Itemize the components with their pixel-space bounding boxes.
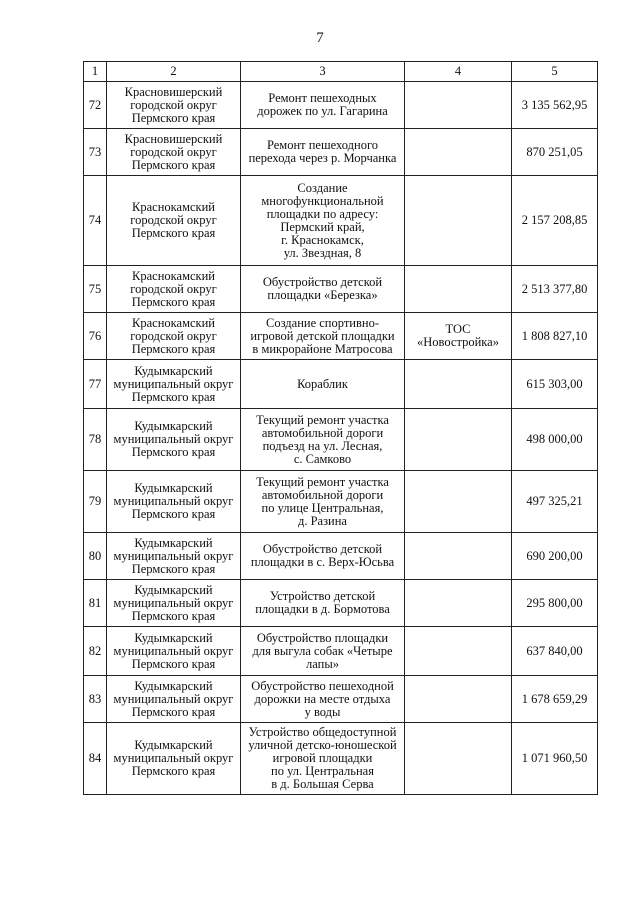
table-row: [84, 176, 598, 266]
municipality-line: Кудымкарский: [134, 678, 213, 693]
municipality-cell: [107, 266, 241, 313]
initiator-cell: [405, 82, 512, 129]
table-body: [84, 82, 598, 795]
project-line: д. Разина: [298, 513, 347, 528]
project-line: с. Самково: [293, 451, 352, 466]
table-row: [84, 266, 598, 313]
project-line: Создание спортивно-: [266, 315, 379, 330]
municipality-line: Красновишерский: [124, 131, 223, 146]
municipality-cell: [107, 580, 241, 627]
initiator-cell: [405, 723, 512, 795]
row-number: 80: [84, 533, 107, 580]
municipality-line: городской округ: [130, 328, 217, 343]
project-line: площадки в с. Верх-Юсьва: [250, 555, 395, 569]
table-row: [84, 129, 598, 176]
municipality-line: Краснокамский: [132, 315, 215, 330]
municipality-line: Пермского края: [131, 226, 216, 240]
project-line: площадки в д. Бормотова: [255, 602, 390, 616]
table-row: [84, 313, 598, 360]
amount-cell: 637 840,00: [512, 627, 598, 676]
row-number: 78: [84, 409, 107, 471]
project-line: дорожки на месте отдыха: [254, 691, 391, 706]
municipality-line: Красновишерский: [124, 84, 223, 99]
municipality-cell: [107, 176, 241, 266]
initiator-cell: [405, 360, 512, 409]
project-line: ул. Звездная, 8: [283, 245, 362, 260]
initiator-cell: [405, 676, 512, 723]
amount-cell: 1 071 960,50: [512, 723, 598, 795]
municipality-cell: [107, 627, 241, 676]
initiator-cell: [405, 580, 512, 627]
project-cell: [241, 409, 405, 471]
table-header-row: [84, 62, 598, 82]
column-header-4: 4: [405, 62, 512, 82]
amount-cell: 2 157 208,85: [512, 176, 598, 266]
project-cell: [241, 471, 405, 533]
project-line: Обустройство площадки: [256, 630, 389, 645]
project-line: площадки по адресу:: [266, 206, 379, 221]
project-line: игровой детской площадки: [250, 328, 395, 343]
municipality-line: муниципальный округ: [113, 751, 234, 765]
municipality-line: Пермского края: [131, 157, 216, 172]
municipality-cell: [107, 82, 241, 129]
project-line: для выгула собак «Четыре: [252, 643, 393, 658]
amount-cell: 615 303,00: [512, 360, 598, 409]
table-row: [84, 82, 598, 129]
project-cell: [241, 533, 405, 580]
municipality-line: муниципальный округ: [113, 432, 234, 446]
project-line: перехода через р. Морчанка: [248, 151, 397, 165]
row-number: 82: [84, 627, 107, 676]
municipality-cell: [107, 723, 241, 795]
municipality-cell: [107, 129, 241, 176]
column-header-2: 2: [107, 62, 241, 82]
municipality-line: Пермского края: [131, 110, 216, 125]
project-line: Устройство детской: [269, 589, 376, 603]
project-line: дорожек по ул. Гагарина: [257, 104, 388, 118]
column-header-3: 3: [241, 62, 405, 82]
municipality-cell: [107, 533, 241, 580]
municipality-line: Кудымкарский: [134, 419, 213, 433]
project-line: у воды: [304, 704, 341, 719]
row-number: 81: [84, 580, 107, 627]
table-row: [84, 723, 598, 795]
municipality-line: городской округ: [130, 213, 217, 227]
municipality-line: Кудымкарский: [134, 363, 213, 378]
municipality-cell: [107, 313, 241, 360]
project-line: площадки «Березка»: [267, 288, 378, 302]
project-line: г. Краснокамск,: [281, 232, 364, 247]
amount-cell: 497 325,21: [512, 471, 598, 533]
initiator-cell: [405, 129, 512, 176]
project-cell: [241, 82, 405, 129]
municipality-line: Пермского края: [131, 294, 216, 309]
municipality-line: городской округ: [130, 144, 217, 159]
municipality-line: муниципальный округ: [113, 595, 234, 610]
projects-table: [83, 61, 598, 795]
table-row: [84, 409, 598, 471]
initiator-cell: [405, 627, 512, 676]
project-cell: [241, 266, 405, 313]
municipality-line: Кудымкарский: [134, 630, 213, 645]
amount-cell: 1 678 659,29: [512, 676, 598, 723]
project-line: Пермский край,: [280, 219, 365, 234]
initiator-cell: [405, 313, 512, 360]
municipality-line: Пермского края: [131, 561, 216, 576]
amount-cell: 1 808 827,10: [512, 313, 598, 360]
table-row: [84, 580, 598, 627]
project-line: Обустройство детской: [262, 275, 383, 289]
municipality-line: муниципальный округ: [113, 494, 234, 508]
amount-cell: 295 800,00: [512, 580, 598, 627]
initiator-line: «Новостройка»: [417, 335, 499, 349]
table-row: [84, 676, 598, 723]
initiator-cell: [405, 176, 512, 266]
municipality-line: Пермского края: [131, 341, 216, 356]
table-row: [84, 627, 598, 676]
project-line: Обустройство детской: [262, 542, 383, 556]
row-number: 83: [84, 676, 107, 723]
row-number: 74: [84, 176, 107, 266]
municipality-line: Кудымкарский: [134, 535, 213, 550]
project-cell: [241, 627, 405, 676]
initiator-cell: [405, 409, 512, 471]
municipality-cell: [107, 676, 241, 723]
column-header-5: 5: [512, 62, 598, 82]
project-line: по улице Центральная,: [261, 500, 384, 515]
project-line: в д. Большая Серва: [271, 777, 374, 791]
project-cell: [241, 313, 405, 360]
municipality-cell: [107, 409, 241, 471]
municipality-line: городской округ: [130, 97, 217, 112]
amount-cell: 690 200,00: [512, 533, 598, 580]
project-line: подъезд на ул. Лесная,: [262, 438, 383, 453]
page-number: 7: [316, 30, 324, 46]
project-line: Создание: [297, 180, 348, 195]
municipality-line: Краснокамский: [132, 200, 215, 214]
municipality-line: муниципальный округ: [113, 376, 234, 391]
project-cell: [241, 676, 405, 723]
municipality-line: Кудымкарский: [134, 481, 213, 495]
project-line: лапы»: [306, 656, 339, 671]
municipality-line: муниципальный округ: [113, 643, 234, 658]
row-number: 73: [84, 129, 107, 176]
municipality-cell: [107, 360, 241, 409]
project-cell: [241, 176, 405, 266]
project-line: игровой площадки: [272, 751, 373, 765]
municipality-cell: [107, 471, 241, 533]
municipality-line: Кудымкарский: [134, 582, 213, 597]
amount-cell: 3 135 562,95: [512, 82, 598, 129]
project-line: Ремонт пешеходного: [266, 138, 379, 152]
municipality-line: Пермского края: [131, 389, 216, 404]
row-number: 76: [84, 313, 107, 360]
column-header-1: 1: [84, 62, 107, 82]
amount-cell: 870 251,05: [512, 129, 598, 176]
project-line: Ремонт пешеходных: [268, 91, 377, 105]
municipality-line: Пермского края: [131, 704, 216, 719]
project-cell: [241, 360, 405, 409]
project-line: в микрорайоне Матросова: [252, 341, 393, 356]
project-line: Кораблик: [297, 376, 348, 391]
table-row: [84, 360, 598, 409]
row-number: 77: [84, 360, 107, 409]
municipality-line: Краснокамский: [132, 268, 215, 283]
row-number: 79: [84, 471, 107, 533]
initiator-cell: [405, 266, 512, 313]
project-line: по ул. Центральная: [271, 764, 374, 778]
initiator-line: ТОС: [445, 322, 471, 336]
table-row: [84, 533, 598, 580]
project-line: Устройство общедоступной: [248, 725, 397, 739]
amount-cell: 2 513 377,80: [512, 266, 598, 313]
municipality-line: Пермского края: [131, 656, 216, 671]
project-line: Обустройство пешеходной: [251, 678, 394, 693]
municipality-line: Пермского края: [131, 445, 216, 459]
project-cell: [241, 723, 405, 795]
amount-cell: 498 000,00: [512, 409, 598, 471]
municipality-line: городской округ: [130, 281, 217, 296]
row-number: 72: [84, 82, 107, 129]
row-number: 75: [84, 266, 107, 313]
project-line: Текущий ремонт участка: [256, 474, 389, 489]
initiator-cell: [405, 533, 512, 580]
municipality-line: Пермского края: [131, 507, 216, 521]
project-cell: [241, 129, 405, 176]
municipality-line: Кудымкарский: [134, 738, 213, 752]
municipality-line: Пермского края: [131, 608, 216, 623]
row-number: 84: [84, 723, 107, 795]
project-line: автомобильной дороги: [261, 425, 384, 440]
project-line: многофункциональной: [261, 193, 384, 208]
project-line: Текущий ремонт участка: [256, 412, 389, 427]
municipality-line: муниципальный округ: [113, 691, 234, 706]
table-row: [84, 471, 598, 533]
project-line: уличной детско-юношеской: [248, 738, 397, 752]
municipality-line: муниципальный округ: [113, 548, 234, 563]
project-line: автомобильной дороги: [261, 487, 384, 502]
project-cell: [241, 580, 405, 627]
municipality-line: Пермского края: [131, 764, 216, 778]
initiator-cell: [405, 471, 512, 533]
